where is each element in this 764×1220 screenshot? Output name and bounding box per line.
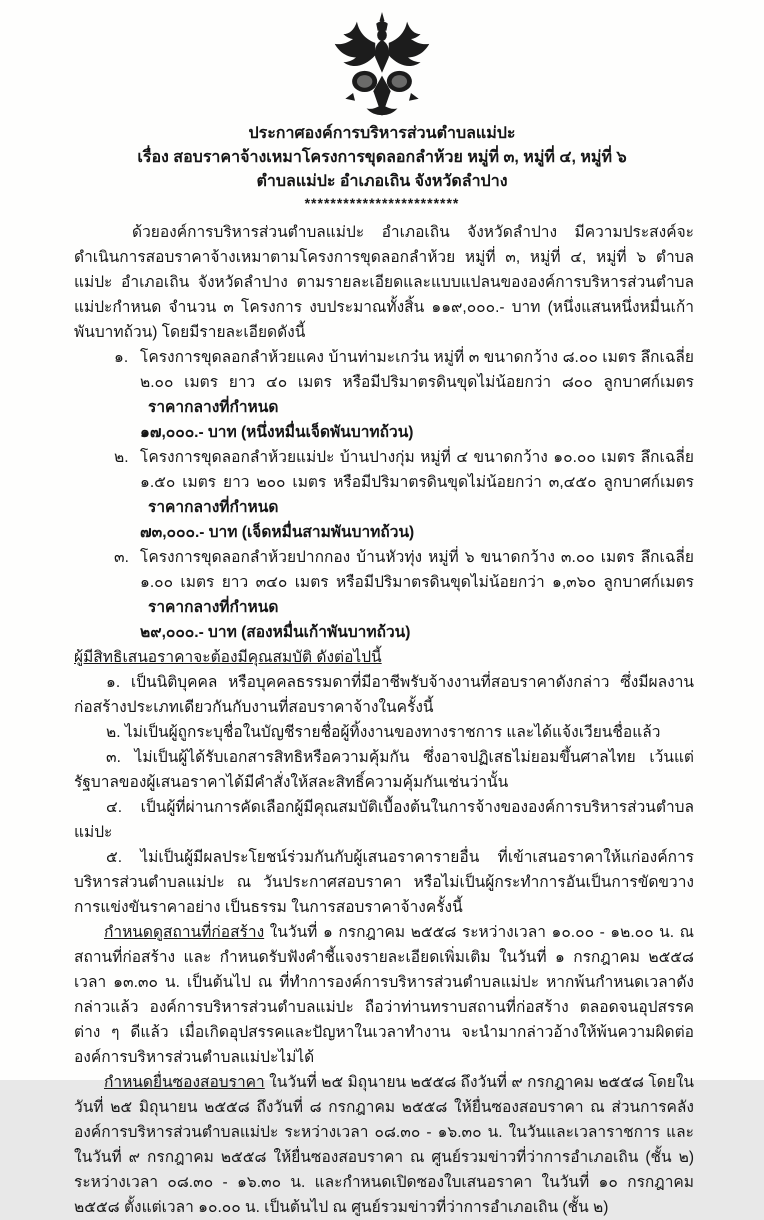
- project-item-2: [74, 445, 694, 545]
- project-1-price: ๑๗,๐๐๐.- บาท (หนึ่งหมื่นเจ็ดพันบาทถ้วน): [140, 424, 414, 441]
- project-2-price-label: ราคากลางที่กำหนด: [148, 499, 279, 516]
- site-visit-paragraph: [74, 920, 694, 1070]
- submission-paragraph: [74, 1070, 694, 1220]
- qualification-item-3: ๓. ไม่เป็นผู้ได้รับเอกสารสิทธิหรือความคุ้มกัน ซึ่งอาจปฏิเสธไม่ยอมขึ้นศาลไทย เว้นแต่รัฐบาลของผู้เสนอราคาได้มีคำสั่งให้สละสิทธิ์ความคุ้มกันเช่นว่านั้น: [74, 749, 694, 791]
- document-title-block: [0, 122, 764, 212]
- qualification-item-4: ๔. เป็นผู้ที่ผ่านการคัดเลือกผู้มีคุณสมบัติเบื้องต้นในการจ้างขององค์การบริหารส่วนตำบลแม่ปะ: [74, 799, 694, 841]
- project-2-body: โครงการขุดลอกลำห้วยแม่ปะ บ้านปางกุ่ม หมู่ที่ ๔ ขนาดกว้าง ๑๐.๐๐ เมตร ลึกเฉลี่ย ๑.๕๐ เมตร ยาว ๒๐๐ เมตร หรือมีปริมาตรดินขุดไม่น้อยกว่า ๓,๔๕๐ ลูกบาศก์เมตร: [140, 449, 694, 491]
- project-3-number: ๓.: [114, 549, 129, 566]
- project-1-number: ๑.: [114, 349, 129, 366]
- qualification-item-2: ๒. ไม่เป็นผู้ถูกระบุชื่อในบัญชีรายชื่อผู้ทิ้งงานของทางราชการ และได้แจ้งเวียนชื่อแล้ว: [106, 724, 661, 741]
- qualifications-heading: ผู้มีสิทธิเสนอราคาจะต้องมีคุณสมบัติ ดังต่อไปนี้: [74, 649, 382, 666]
- stars-divider: ************************: [304, 195, 460, 211]
- qualification-item-1: ๑. เป็นนิติบุคคล หรือบุคคลธรรมดาที่มีอาชีพรับจ้างงานที่สอบราคาดังกล่าว ซึ่งมีผลงานก่อสร้างประเภทเดียวกันกับงานที่สอบราคาจ้างในครั้งนี้: [74, 674, 694, 716]
- qualification-item-5: ๕. ไม่เป็นผู้มีผลประโยชน์ร่วมกันกับผู้เสนอราคารายอื่น ที่เข้าเสนอราคาให้แก่องค์การบริหารส่วนตำบลแม่ปะ ณ วันประกาศสอบราคา หรือไม่เป็นผู้กระทำการอันเป็นการขัดขวางการแข่งขันราคาอย่าง เป็นธรรม ในการสอบราคาจ้างครั้งนี้: [74, 849, 694, 916]
- site-visit-heading: กำหนดดูสถานที่ก่อสร้าง: [104, 924, 265, 941]
- title-line-announcement: ประกาศองค์การบริหารส่วนตำบลแม่ปะ: [248, 125, 516, 142]
- garuda-emblem-graphic: [329, 12, 435, 120]
- project-3-price: ๒๙,๐๐๐.- บาท (สองหมื่นเก้าพันบาทถ้วน): [140, 624, 411, 641]
- submission-heading: กำหนดยื่นซองสอบราคา: [104, 1074, 265, 1091]
- site-visit-text: ในวันที่ ๑ กรกฎาคม ๒๕๕๘ ระหว่างเวลา ๑๐.๐๐ - ๑๒.๐๐ น. ณ สถานที่ก่อสร้าง และ กำหนดรับฟังคำชี้แจงรายละเอียดเพิ่มเติม ในวันที่ ๑ กรกฎาคม ๒๕๕๘ เวลา ๑๓.๓๐ น. เป็นต้นไป ณ ที่ทำการองค์การบริหารส่วนตำบลแม่ปะ หากพ้นกำหนดเวลาดังกล่าวแล้ว องค์การบริหารส่วนตำบลแม่ปะ ถือว่าท่านทราบสถานที่ก่อสร้าง ตลอดจนอุปสรรคต่าง ๆ ดีแล้ว เมื่อเกิดอุปสรรคและปัญหาในเวลาทำงาน จะนำมากล่าวอ้างให้พ้นความผิดต่อองค์การบริหารส่วนตำบลแม่ปะไม่ได้: [74, 924, 694, 1066]
- project-3-price-label: ราคากลางที่กำหนด: [148, 599, 279, 616]
- garuda-emblem: [0, 0, 764, 118]
- project-3-body: โครงการขุดลอกลำห้วยปากกอง บ้านหัวทุ่ง หมู่ที่ ๖ ขนาดกว้าง ๓.๐๐ เมตร ลึกเฉลี่ย ๑.๐๐ เมตร ยาว ๓๔๐ เมตร หรือมีปริมาตรดินขุดไม่น้อยกว่า ๑,๓๖๐ ลูกบาศก์เมตร: [140, 549, 694, 591]
- project-1-price-label: ราคากลางที่กำหนด: [148, 399, 279, 416]
- intro-paragraph: ด้วยองค์การบริหารส่วนตำบลแม่ปะ อำเภอเถิน จังหวัดลำปาง มีความประสงค์จะดำเนินการสอบราคาจ้างเหมาตามโครงการขุดลอกลำห้วย หมู่ที่ ๓, หมู่ที่ ๔, หมู่ที่ ๖ ตำบลแม่ปะ อำเภอเถิน จังหวัดลำปาง ตามรายละเอียดและแบบแปลนขององค์การบริหารส่วนตำบลแม่ปะกำหนด จำนวน ๓ โครงการ งบประมาณทั้งสิ้น ๑๑๙,๐๐๐.- บาท (หนึ่งแสนหนึ่งหมื่นเก้าพันบาทถ้วน) โดยมีรายละเอียดดังนี้: [74, 224, 694, 341]
- document-body: [0, 212, 764, 1220]
- title-line-location: ตำบลแม่ปะ อำเภอเถิน จังหวัดลำปาง: [256, 173, 508, 190]
- project-item-3: [74, 545, 694, 645]
- project-1-body: โครงการขุดลอกลำห้วยแคง บ้านท่ามะเกว๋น หมู่ที่ ๓ ขนาดกว้าง ๘.๐๐ เมตร ลึกเฉลี่ย ๒.๐๐ เมตร ยาว ๔๐ เมตร หรือมีปริมาตรดินขุดไม่น้อยกว่า ๘๐๐ ลูกบาศก์เมตร: [140, 349, 694, 391]
- project-item-1: [74, 345, 694, 445]
- submission-text: ในวันที่ ๒๕ มิถุนายน ๒๕๕๘ ถึงวันที่ ๙ กรกฎาคม ๒๕๕๘ โดยในวันที่ ๒๕ มิถุนายน ๒๕๕๘ ถึงวันที่ ๘ กรกฎาคม ๒๕๕๘ ให้ยื่นซองสอบราคา ณ ส่วนการคลัง องค์การบริหารส่วนตำบลแม่ปะ ระหว่างเวลา ๐๘.๓๐ - ๑๖.๓๐ น. ในวันและเวลาราชการ และในวันที่ ๙ กรกฎาคม ๒๕๕๘ ให้ยื่นซองสอบราคา ณ ศูนย์รวมข่าวที่ว่าการอำเภอเถิน (ชั้น ๒) ระหว่างเวลา ๐๘.๓๐ - ๑๖.๓๐ น. และกำหนดเปิดซองใบเสนอราคา ในวันที่ ๑๐ กรกฎาคม ๒๕๕๘ ตั้งแต่เวลา ๑๐.๐๐ น. เป็นต้นไป ณ ศูนย์รวมข่าวที่ว่าการอำเภอเถิน (ชั้น ๒): [74, 1074, 694, 1216]
- title-line-subject: เรื่อง สอบราคาจ้างเหมาโครงการขุดลอกลำห้วย หมู่ที่ ๓, หมู่ที่ ๔, หมู่ที่ ๖: [137, 149, 627, 166]
- project-2-price: ๗๓,๐๐๐.- บาท (เจ็ดหมื่นสามพันบาทถ้วน): [140, 524, 415, 541]
- project-2-number: ๒.: [114, 449, 129, 466]
